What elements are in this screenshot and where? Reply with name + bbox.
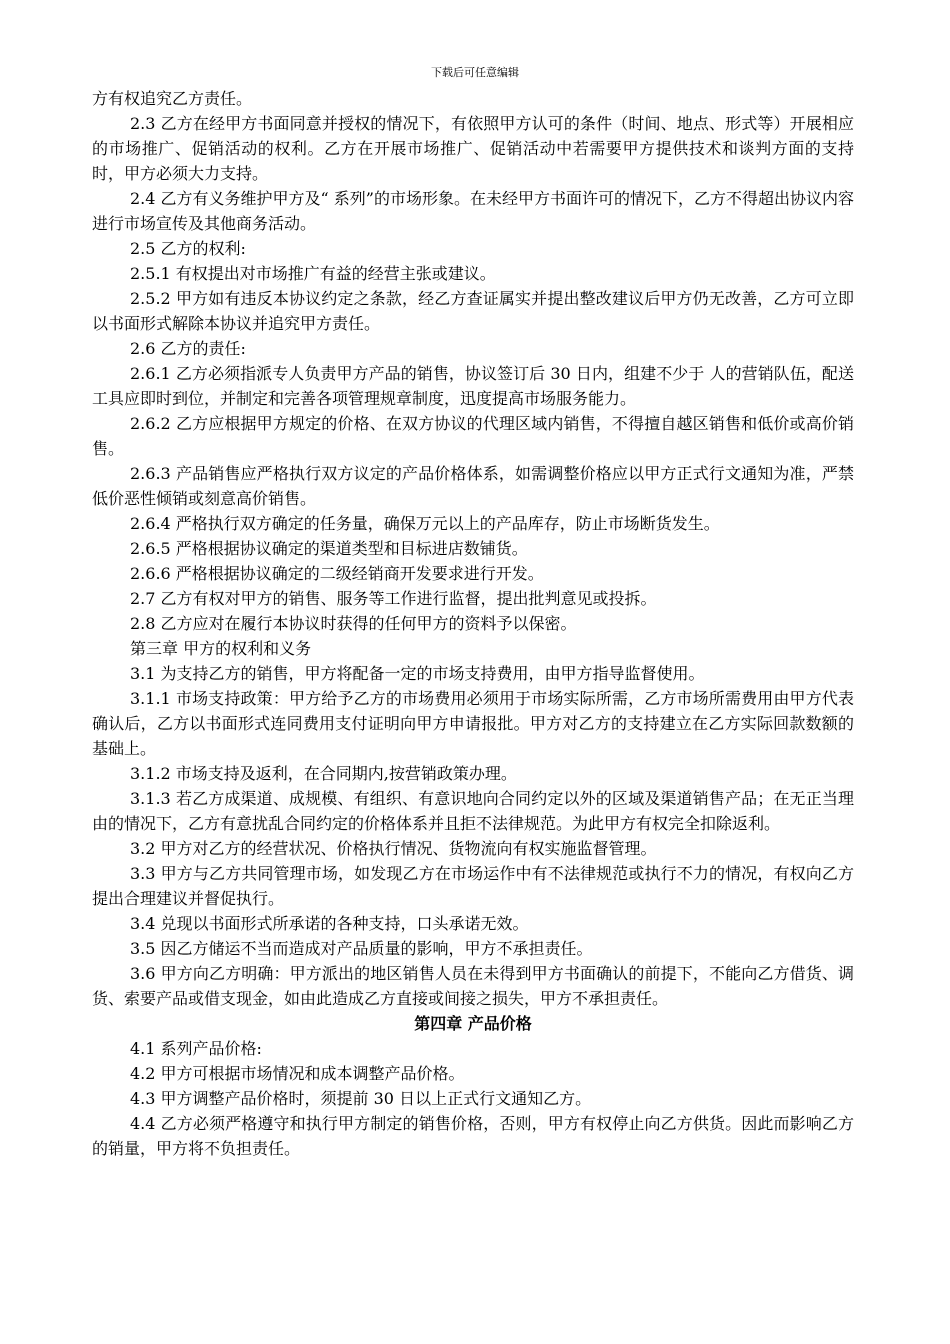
page-header: 下载后可任意编辑 bbox=[431, 66, 519, 79]
paragraph: 2.6.2 乙方应根据甲方规定的价格、在双方协议的代理区域内销售，不得擅自越区销售和低价或高价销售。 bbox=[92, 414, 854, 458]
paragraph: 2.8 乙方应对在履行本协议时获得的任何甲方的资料予以保密。 bbox=[130, 614, 577, 633]
paragraph: 3.1 为支持乙方的销售，甲方将配备一定的市场支持费用，由甲方指导监督使用。 bbox=[130, 664, 705, 683]
paragraph: 3.1.1 市场支持政策：甲方给予乙方的市场费用必须用于市场实际所需，乙方市场所需费用由甲方代表确认后，乙方以书面形式连同费用支付证明向甲方申请报批。甲方对乙方的支持建立在乙方实际回款数额的基础上。 bbox=[92, 689, 854, 758]
paragraph: 第三章 甲方的权利和义务 bbox=[130, 639, 312, 658]
paragraph: 2.7 乙方有权对甲方的销售、服务等工作进行监督，提出批判意见或投拆。 bbox=[130, 589, 657, 608]
paragraph: 2.6.6 严格根据协议确定的二级经销商开发要求进行开发。 bbox=[130, 564, 544, 583]
paragraph: 2.6.5 严格根据协议确定的渠道类型和目标进店数铺货。 bbox=[130, 539, 528, 558]
paragraph: 3.6 甲方向乙方明确：甲方派出的地区销售人员在未得到甲方书面确认的前提下，不能向乙方借货、调货、索要产品或借支现金，如由此造成乙方直接或间接之损失，甲方不承担责任。 bbox=[92, 964, 854, 1008]
paragraph: 3.1.3 若乙方成渠道、成规模、有组织、有意识地向合同约定以外的区域及渠道销售产品；在无正当理由的情况下，乙方有意扰乱合同约定的价格体系并且拒不法律规范。为此甲方有权完全扣除返利。 bbox=[92, 789, 854, 833]
paragraph: 2.3 乙方在经甲方书面同意并授权的情况下，有依照甲方认可的条件（时间、地点、形式等）开展相应的市场推广、促销活动的权利。乙方在开展市场推广、促销活动中若需要甲方提供技术和谈判方面的支持时，甲方必须大力支持。 bbox=[92, 114, 854, 183]
paragraph: 4.1 系列产品价格: bbox=[130, 1039, 262, 1058]
section-heading: 第四章 产品价格 bbox=[414, 1014, 532, 1033]
paragraph: 3.3 甲方与乙方共同管理市场，如发现乙方在市场运作中有不法律规范或执行不力的情况，有权向乙方提出合理建议并督促执行。 bbox=[92, 864, 854, 908]
paragraph: 4.4 乙方必须严格遵守和执行甲方制定的销售价格，否则，甲方有权停止向乙方供货。因此而影响乙方的销量，甲方将不负担责任。 bbox=[92, 1114, 854, 1158]
paragraph: 2.6.1 乙方必须指派专人负责甲方产品的销售，协议签订后 30 日内，组建不少于 人的营销队伍，配送工具应即时到位，并制定和完善各项管理规章制度，迅度提高市场服务能力。 bbox=[92, 364, 854, 408]
paragraph: 4.3 甲方调整产品价格时，须提前 30 日以上正式行文通知乙方。 bbox=[130, 1089, 592, 1108]
paragraph: 2.5.1 有权提出对市场推广有益的经营主张或建议。 bbox=[130, 264, 496, 283]
paragraph: 2.5 乙方的权利: bbox=[130, 239, 246, 258]
paragraph: 3.4 兑现以书面形式所承诺的各种支持，口头承诺无效。 bbox=[130, 914, 529, 933]
paragraph: 2.6 乙方的责任: bbox=[130, 339, 246, 358]
paragraph: 2.4 乙方有义务维护甲方及“ 系列”的市场形象。在未经甲方书面许可的情况下，乙方不得超出协议内容进行市场宣传及其他商务活动。 bbox=[92, 189, 854, 233]
paragraph: 2.5.2 甲方如有违反本协议约定之条款，经乙方查证属实并提出整改建议后甲方仍无改善，乙方可立即以书面形式解除本协议并追究甲方责任。 bbox=[92, 289, 854, 333]
paragraph: 2.6.3 产品销售应严格执行双方议定的产品价格体系，如需调整价格应以甲方正式行文通知为准，严禁低价恶性倾销或刻意高价销售。 bbox=[92, 464, 854, 508]
paragraph: 3.5 因乙方储运不当而造成对产品质量的影响，甲方不承担责任。 bbox=[130, 939, 593, 958]
paragraph: 2.6.4 严格执行双方确定的任务量，确保万元以上的产品库存，防止市场断货发生。 bbox=[130, 514, 720, 533]
paragraph: 3.2 甲方对乙方的经营状况、价格执行情况、货物流向有权实施监督管理。 bbox=[130, 839, 657, 858]
paragraph: 方有权追究乙方责任。 bbox=[92, 89, 253, 108]
document-body bbox=[92, 86, 854, 1161]
paragraph: 4.2 甲方可根据市场情况和成本调整产品价格。 bbox=[130, 1064, 465, 1083]
paragraph: 3.1.2 市场支持及返利，在合同期内,按营销政策办理。 bbox=[130, 764, 517, 783]
